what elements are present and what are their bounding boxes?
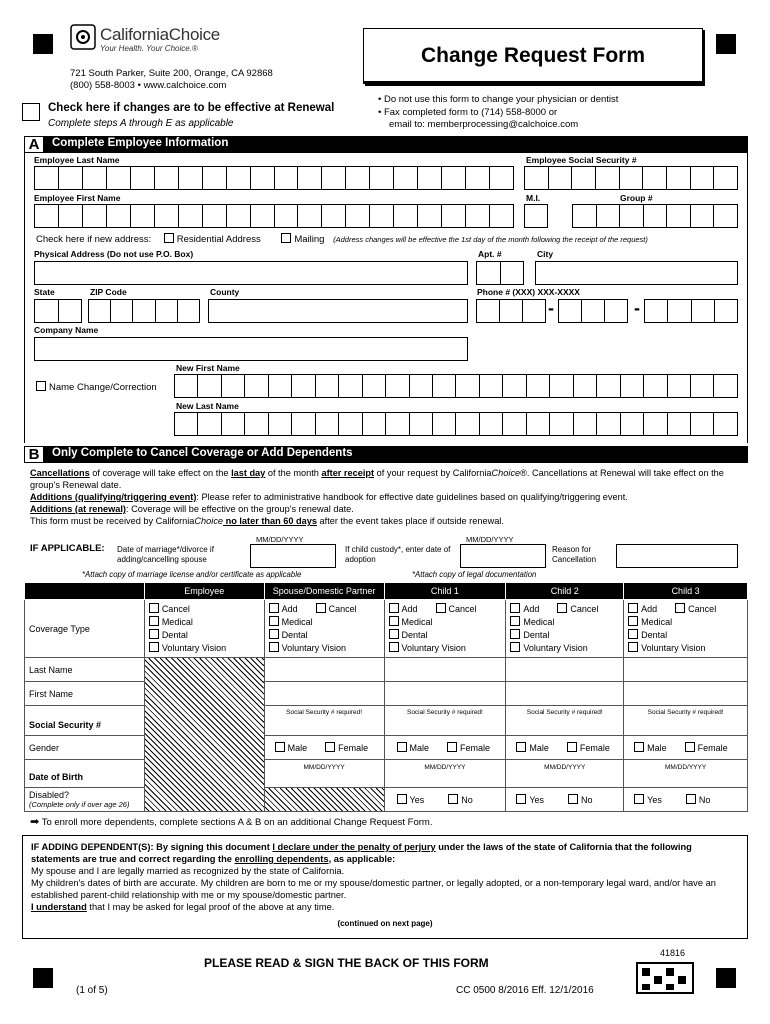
form-id: CC 0500 8/2016 Eff. 12/1/2016 — [456, 985, 594, 996]
child2-vision-checkbox[interactable] — [510, 642, 520, 652]
marriage-date-format: MM/DD/YYYY — [256, 535, 304, 544]
child2-ssn-input[interactable]: Social Security # required! — [506, 706, 624, 736]
employee-first-name-input[interactable] — [34, 204, 514, 228]
attach-legal-note: *Attach copy of legal documentation — [412, 570, 537, 579]
ssn-label: Social Security # — [25, 706, 145, 736]
city-input[interactable] — [535, 261, 738, 285]
mi-label: M.I. — [526, 193, 541, 203]
new-first-name-label: New First Name — [176, 363, 240, 373]
coverage-type-label: Coverage Type — [25, 600, 145, 658]
section-a-title: Complete Employee Information — [52, 137, 229, 149]
dob-row — [25, 760, 748, 788]
col-spouse: Spouse/Domestic Partner — [264, 583, 384, 600]
new-address-label: Check here if new address: — [36, 234, 152, 245]
last-name-row — [25, 658, 748, 682]
registration-mark-bottom-right — [716, 968, 736, 988]
state-label: State — [34, 287, 55, 297]
mailing-label: Mailing — [294, 234, 325, 245]
new-first-name-input[interactable] — [174, 374, 738, 398]
first-name-label: First Name — [25, 682, 145, 706]
col-child-1: Child 1 — [384, 583, 506, 600]
renewal-checkbox[interactable] — [22, 103, 40, 121]
new-last-name-label: New Last Name — [176, 401, 239, 411]
coverage-type-row — [25, 600, 748, 658]
child1-first-name-input[interactable] — [384, 682, 506, 706]
ssn-row — [25, 706, 748, 736]
adoption-date-input[interactable] — [460, 544, 546, 568]
new-address-row — [36, 233, 648, 245]
child2-cancel-checkbox[interactable] — [557, 603, 567, 613]
page-number: (1 of 5) — [76, 985, 108, 996]
child1-add-checkbox[interactable] — [389, 603, 399, 613]
additions-renewal-paragraph: Additions (at renewal): Coverage will be effective on the group's renewal date. — [30, 504, 354, 514]
child3-male-checkbox[interactable] — [634, 742, 644, 752]
renewal-checkbox-label: Check here if changes are to be effective at Renewal — [48, 102, 335, 114]
registration-mark-top-left — [33, 34, 53, 54]
section-b-letter: B — [24, 446, 44, 463]
child3-add-checkbox[interactable] — [628, 603, 638, 613]
new-last-name-input[interactable] — [174, 412, 738, 436]
declaration-understand: I understand that I may be asked for legal proof of the above at any time. — [31, 902, 335, 912]
phone-area-input[interactable] — [476, 299, 546, 323]
spouse-first-name-input[interactable] — [264, 682, 384, 706]
spouse-last-name-input[interactable] — [264, 658, 384, 682]
child1-medical-checkbox[interactable] — [389, 616, 399, 626]
child2-first-name-input[interactable] — [506, 682, 624, 706]
employee-dental-checkbox[interactable] — [149, 629, 159, 639]
child3-gender-cell: Male Female — [624, 736, 748, 760]
child1-dob-input[interactable]: MM/DD/YYYY — [384, 760, 506, 788]
section-b-title: Only Complete to Cancel Coverage or Add Dependents — [52, 447, 353, 459]
last-name-label: Last Name — [25, 658, 145, 682]
child2-dob-input[interactable]: MM/DD/YYYY — [506, 760, 624, 788]
employee-ssn-input[interactable] — [524, 166, 738, 190]
spouse-ssn-input[interactable]: Social Security # required! — [264, 706, 384, 736]
spouse-gender-cell: Male Female — [264, 736, 384, 760]
renewal-notes — [378, 94, 618, 132]
child3-yes-checkbox[interactable] — [634, 794, 644, 804]
child1-female-checkbox[interactable] — [447, 742, 457, 752]
child1-coverage-cell: Add Cancel Medical Dental Voluntary Vision — [384, 600, 506, 658]
registration-mark-top-right — [716, 34, 736, 54]
declaration-spouse: My spouse and I are legally married as recognized by the state of California. — [31, 866, 345, 876]
child1-gender-cell: Male Female — [384, 736, 506, 760]
residential-checkbox[interactable] — [164, 233, 174, 243]
logo — [70, 24, 240, 56]
child3-medical-checkbox[interactable] — [628, 616, 638, 626]
gender-label: Gender — [25, 736, 145, 760]
address-note: (Address changes will be effective the 1st day of the month following the receipt of the request) — [333, 235, 648, 244]
city-label: City — [537, 249, 554, 259]
name-change-row — [36, 381, 157, 393]
child1-vision-checkbox[interactable] — [389, 642, 399, 652]
child2-disabled-cell: Yes No — [506, 788, 624, 812]
physical-address-label: Physical Address (Do not use P.O. Box) — [34, 249, 194, 259]
spouse-dental-checkbox[interactable] — [269, 629, 279, 639]
name-change-label: Name Change/Correction — [49, 382, 157, 393]
employee-first-name-label: Employee First Name — [34, 193, 121, 203]
mi-input[interactable] — [524, 204, 548, 228]
child3-cancel-checkbox[interactable] — [675, 603, 685, 613]
child1-dental-checkbox[interactable] — [389, 629, 399, 639]
marriage-date-input[interactable] — [250, 544, 336, 568]
child1-last-name-input[interactable] — [384, 658, 506, 682]
note-fax: • Fax completed form to (714) 558-8000 or — [378, 106, 558, 118]
child-custody-label: If child custody*, enter date of adoption — [345, 545, 451, 564]
continued-note: (continued on next page) — [337, 919, 433, 928]
date-marriage-label: Date of marriage*/divorce if adding/cancelling spouse — [117, 545, 214, 564]
disabled-label-cell — [25, 788, 145, 812]
company-address: 721 South Parker, Suite 200, Orange, CA 92868 — [70, 68, 273, 79]
company-contact: (800) 558-8003 • www.calchoice.com — [70, 80, 227, 91]
child2-last-name-input[interactable] — [506, 658, 624, 682]
child2-no-checkbox[interactable] — [568, 794, 578, 804]
phone-prefix-input[interactable] — [558, 299, 628, 323]
child1-yes-checkbox[interactable] — [397, 794, 407, 804]
dependents-table — [24, 582, 748, 812]
cancellation-paragraph: Cancellations of coverage will take effect on the last day of the month after receipt of your request by CaliforniaChoice®. Cancellations at Renewal will take effect on the group’s Renewal date. — [30, 468, 724, 490]
spouse-disabled-hatched — [264, 788, 384, 812]
spouse-add-checkbox[interactable] — [269, 603, 279, 613]
form-title: Change Request Form — [420, 44, 646, 67]
child3-vision-checkbox[interactable] — [628, 642, 638, 652]
arrow-right-icon: ➡ — [30, 816, 40, 828]
phone-dash-1: - — [548, 298, 554, 318]
county-label: County — [210, 287, 240, 297]
county-input[interactable] — [208, 299, 468, 323]
first-name-row — [25, 682, 748, 706]
child3-first-name-input[interactable] — [624, 682, 748, 706]
barcode-icon — [636, 962, 694, 994]
reason-label: Reason for Cancellation — [552, 545, 597, 564]
group-label: Group # — [620, 193, 653, 203]
employee-ssn-label: Employee Social Security # — [526, 155, 637, 165]
reason-input[interactable] — [616, 544, 738, 568]
spouse-medical-checkbox[interactable] — [269, 616, 279, 626]
child2-female-checkbox[interactable] — [567, 742, 577, 752]
child2-dental-checkbox[interactable] — [510, 629, 520, 639]
employee-vision-checkbox[interactable] — [149, 642, 159, 652]
declaration-box — [22, 835, 748, 939]
col-child-2: Child 2 — [506, 583, 624, 600]
phone-dash-2: - — [634, 298, 640, 318]
enroll-more-text: To enroll more dependents, complete sections A & B on an additional Change Request Form. — [41, 817, 433, 828]
gender-row — [25, 736, 748, 760]
spouse-male-checkbox[interactable] — [275, 742, 285, 752]
form-title-box — [363, 28, 703, 84]
declaration-heading: IF ADDING DEPENDENT(S): By signing this document I declare under the penalty of perjury under the laws of the state of California that the following statements are true and correct regarding the enrolling dependents, as applicable: — [31, 842, 692, 864]
company-name-input[interactable] — [34, 337, 468, 361]
child2-medical-checkbox[interactable] — [510, 616, 520, 626]
child3-disabled-cell: Yes No — [624, 788, 748, 812]
form-code: 41816 — [660, 948, 686, 958]
disabled-row — [25, 788, 748, 812]
employee-last-name-input[interactable] — [34, 166, 514, 190]
spouse-female-checkbox[interactable] — [325, 742, 335, 752]
disabled-label: Disabled? — [29, 789, 70, 800]
state-input[interactable] — [34, 299, 82, 323]
zip-label: ZIP Code — [90, 287, 127, 297]
child2-male-checkbox[interactable] — [516, 742, 526, 752]
child3-no-checkbox[interactable] — [686, 794, 696, 804]
employee-hatched-cell — [144, 658, 264, 812]
employee-medical-checkbox[interactable] — [149, 616, 159, 626]
phone-line-input[interactable] — [644, 299, 738, 323]
child3-dental-checkbox[interactable] — [628, 629, 638, 639]
company-name-label: Company Name — [34, 325, 99, 335]
spouse-vision-checkbox[interactable] — [269, 642, 279, 652]
spouse-coverage-cell: Add Cancel Medical Dental Voluntary Vision — [264, 600, 384, 658]
attach-marriage-note: *Attach copy of marriage license and/or certificate as applicable — [82, 570, 302, 579]
child1-male-checkbox[interactable] — [397, 742, 407, 752]
employee-coverage-cell: Cancel Medical Dental Voluntary Vision — [144, 600, 264, 658]
section-a-letter: A — [24, 136, 44, 153]
child2-coverage-cell: Add Cancel Medical Dental Voluntary Vision — [506, 600, 624, 658]
child3-dob-input[interactable]: MM/DD/YYYY — [624, 760, 748, 788]
employee-last-name-label: Employee Last Name — [34, 155, 120, 165]
adoption-date-format: MM/DD/YYYY — [466, 535, 514, 544]
child3-coverage-cell: Add Cancel Medical Dental Voluntary Vision — [624, 600, 748, 658]
child2-gender-cell: Male Female — [506, 736, 624, 760]
additions-qualifying-paragraph: Additions (qualifying/triggering event): Please refer to administrative handbook for effective date guidelines based on qualifying/triggering event. — [30, 492, 628, 502]
col-employee: Employee — [144, 583, 264, 600]
name-change-checkbox[interactable] — [36, 381, 46, 391]
logo-name: CaliforniaChoice — [100, 25, 220, 44]
disabled-note: (Complete only if over age 26) — [29, 799, 130, 809]
dob-label: Date of Birth — [25, 760, 145, 788]
physical-address-input[interactable] — [34, 261, 468, 285]
group-input[interactable] — [572, 204, 738, 228]
logo-tagline: Your Health. Your Choice.® — [100, 44, 198, 53]
spouse-cancel-checkbox[interactable] — [316, 603, 326, 613]
child2-add-checkbox[interactable] — [510, 603, 520, 613]
child2-yes-checkbox[interactable] — [516, 794, 526, 804]
note-physician: • Do not use this form to change your physician or dentist — [378, 94, 619, 105]
section-a-header — [24, 136, 748, 153]
if-applicable-label: IF APPLICABLE: — [30, 543, 105, 554]
declaration-children: My children's dates of birth are accurate. My children are born to me or my spouse/domestic partner, or legally adopted, or a non-temporary legal ward, and/or have an established parent-child relationship with me or my spouse/domestic partner. — [31, 878, 716, 900]
child1-ssn-input[interactable]: Social Security # required! — [384, 706, 506, 736]
apt-input[interactable] — [476, 261, 524, 285]
deadline-paragraph: This form must be received by CaliforniaChoice no later than 60 days after the event takes place if outside renewal. — [30, 516, 504, 526]
child3-female-checkbox[interactable] — [685, 742, 695, 752]
child1-no-checkbox[interactable] — [448, 794, 458, 804]
section-b-text — [30, 467, 742, 527]
child3-ssn-input[interactable]: Social Security # required! — [624, 706, 748, 736]
renewal-instruction: Complete steps A through E as applicable — [48, 118, 234, 129]
residential-label: Residential Address — [176, 234, 261, 245]
mailing-checkbox[interactable] — [281, 233, 291, 243]
spouse-dob-input[interactable]: MM/DD/YYYY — [264, 760, 384, 788]
phone-label: Phone # (XXX) XXX-XXXX — [477, 287, 580, 297]
logo-icon — [70, 24, 96, 50]
table-header-blank — [25, 583, 145, 600]
note-email: email to: memberprocessing@calchoice.com — [389, 119, 579, 130]
child1-disabled-cell: Yes No — [384, 788, 506, 812]
registration-mark-bottom-left — [33, 968, 53, 988]
child1-cancel-checkbox[interactable] — [436, 603, 446, 613]
please-read-sign: PLEASE READ & SIGN THE BACK OF THIS FORM — [204, 956, 489, 970]
child3-last-name-input[interactable] — [624, 658, 748, 682]
zip-input[interactable] — [88, 299, 200, 323]
employee-cancel-checkbox[interactable] — [149, 603, 159, 613]
enroll-more-row — [30, 815, 432, 828]
col-child-3: Child 3 — [624, 583, 748, 600]
section-b-header — [24, 446, 748, 463]
apt-label: Apt. # — [478, 249, 502, 259]
